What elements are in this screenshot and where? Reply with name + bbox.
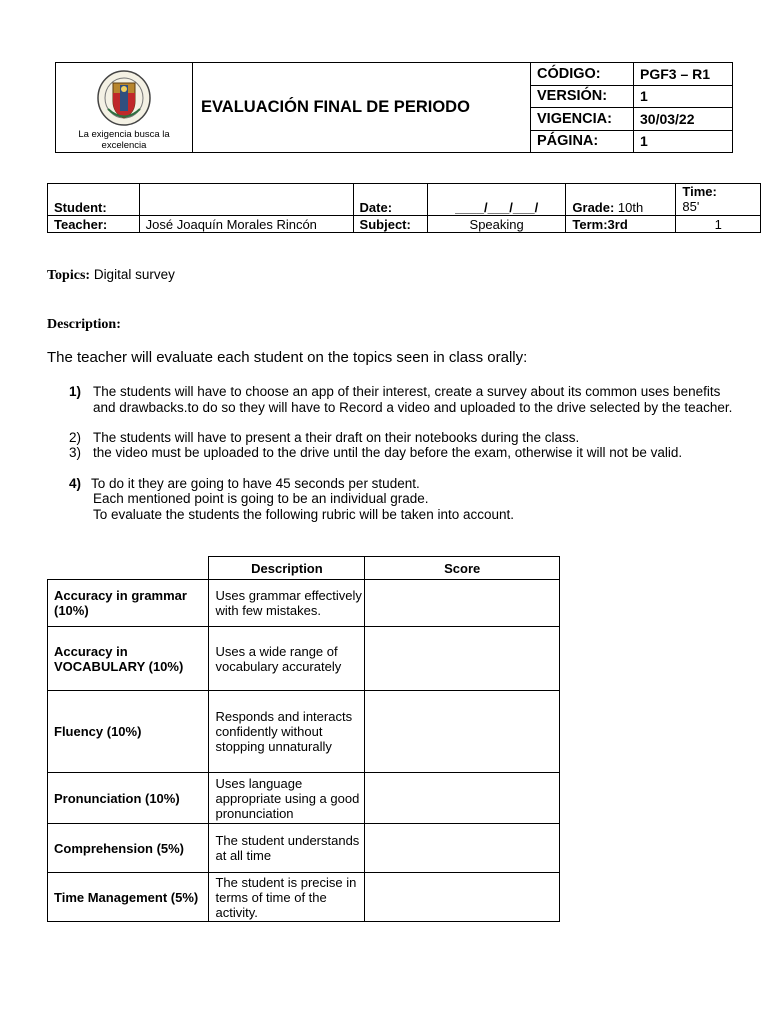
meta-key-codigo: CÓDIGO:	[531, 63, 634, 86]
rubric-description: Uses a wide range of vocabulary accurately	[209, 627, 365, 691]
table-row	[48, 773, 560, 824]
rubric-score-cell[interactable]	[365, 824, 560, 873]
list-item-text: The students will have to choose an app of their interest, create a survey about its common uses benefits and drawbacks.to do so they will have to Record a video and uploaded to the drive selected by the teacher.	[93, 384, 733, 415]
table-row	[48, 824, 560, 873]
list-item-number: 3)	[69, 445, 82, 460]
term-label: Term:3rd	[566, 216, 676, 233]
time-label: Time:	[682, 184, 717, 199]
student-field[interactable]	[139, 184, 353, 216]
rubric-score-cell[interactable]	[365, 873, 560, 922]
rubric-header-description: Description	[209, 557, 365, 580]
meta-value-vigencia: 30/03/22	[634, 108, 733, 131]
topics-line	[47, 267, 175, 284]
term-value: 1	[676, 216, 761, 233]
rubric-score-cell[interactable]	[365, 773, 560, 824]
list-item-line: To do it they are going to have 45 seconds per student.	[91, 476, 420, 491]
meta-key-version: VERSIÓN:	[531, 85, 634, 108]
school-crest-icon	[96, 69, 152, 127]
subject-value: Speaking	[427, 216, 566, 233]
table-row	[48, 691, 560, 773]
date-field[interactable]: ____/___/___/	[427, 184, 566, 216]
topics-value: Digital survey	[90, 267, 175, 282]
meta-key-vigencia: VIGENCIA:	[531, 108, 634, 131]
rubric-criterion: Comprehension (5%)	[48, 824, 209, 873]
document-title: EVALUACIÓN FINAL DE PERIODO	[193, 63, 531, 153]
topics-label: Topics:	[47, 268, 91, 283]
description-heading: Description:	[47, 317, 121, 332]
grade-cell	[566, 184, 676, 216]
rubric-corner	[48, 557, 209, 580]
list-item-text: The students will have to present a their draft on their notebooks during the class.	[93, 430, 580, 445]
grade-value: 10th	[614, 200, 644, 215]
list-item-number: 1)	[69, 384, 82, 399]
school-motto: La exigencia busca la excelencia	[78, 129, 170, 151]
rubric-table	[47, 556, 560, 922]
table-row	[48, 627, 560, 691]
document-header	[55, 62, 733, 153]
grade-label: Grade:	[572, 200, 615, 215]
list-item-line: To evaluate the students the following rubric will be taken into account.	[93, 507, 514, 522]
meta-value-pagina: 1	[634, 130, 733, 153]
time-cell	[676, 184, 761, 216]
meta-value-version: 1	[634, 85, 733, 108]
list-item-number: 4)	[69, 476, 82, 491]
rubric-score-cell[interactable]	[365, 691, 560, 773]
rubric-header-score: Score	[365, 557, 560, 580]
rubric-criterion: Accuracy in grammar (10%)	[48, 580, 209, 627]
meta-key-pagina: PÁGINA:	[531, 130, 634, 153]
rubric-description: Uses grammar effectively with few mistakes.	[209, 580, 365, 627]
rubric-description: The student is precise in terms of time of the activity.	[209, 873, 365, 922]
date-label: Date:	[353, 184, 427, 216]
student-info-table	[47, 183, 761, 233]
rubric-score-cell[interactable]	[365, 580, 560, 627]
rubric-criterion: Fluency (10%)	[48, 691, 209, 773]
time-value: 85'	[682, 199, 700, 214]
student-label: Student:	[48, 184, 140, 216]
rubric-criterion: Pronunciation (10%)	[48, 773, 209, 824]
list-item-text: the video must be uploaded to the drive until the day before the exam, otherwise it will not be valid.	[93, 445, 683, 460]
list-item-number: 2)	[69, 430, 82, 445]
rubric-description: Uses language appropriate using a good pronunciation	[209, 773, 365, 824]
logo-cell	[56, 63, 193, 153]
teacher-value: José Joaquín Morales Rincón	[139, 216, 353, 233]
rubric-criterion: Accuracy in VOCABULARY (10%)	[48, 627, 209, 691]
rubric-description: The student understands at all time	[209, 824, 365, 873]
rubric-criterion: Time Management (5%)	[48, 873, 209, 922]
meta-value-codigo: PGF3 – R1	[634, 63, 733, 86]
list-item	[69, 384, 739, 432]
subject-label: Subject:	[353, 216, 427, 233]
teacher-label: Teacher:	[48, 216, 140, 233]
table-row	[48, 580, 560, 627]
rubric-score-cell[interactable]	[365, 627, 560, 691]
table-row	[48, 873, 560, 922]
rubric-description: Responds and interacts confidently without stopping unnaturally	[209, 691, 365, 773]
list-item-line: Each mentioned point is going to be an individual grade.	[93, 491, 429, 506]
description-intro: The teacher will evaluate each student on the topics seen in class orally:	[47, 349, 528, 366]
